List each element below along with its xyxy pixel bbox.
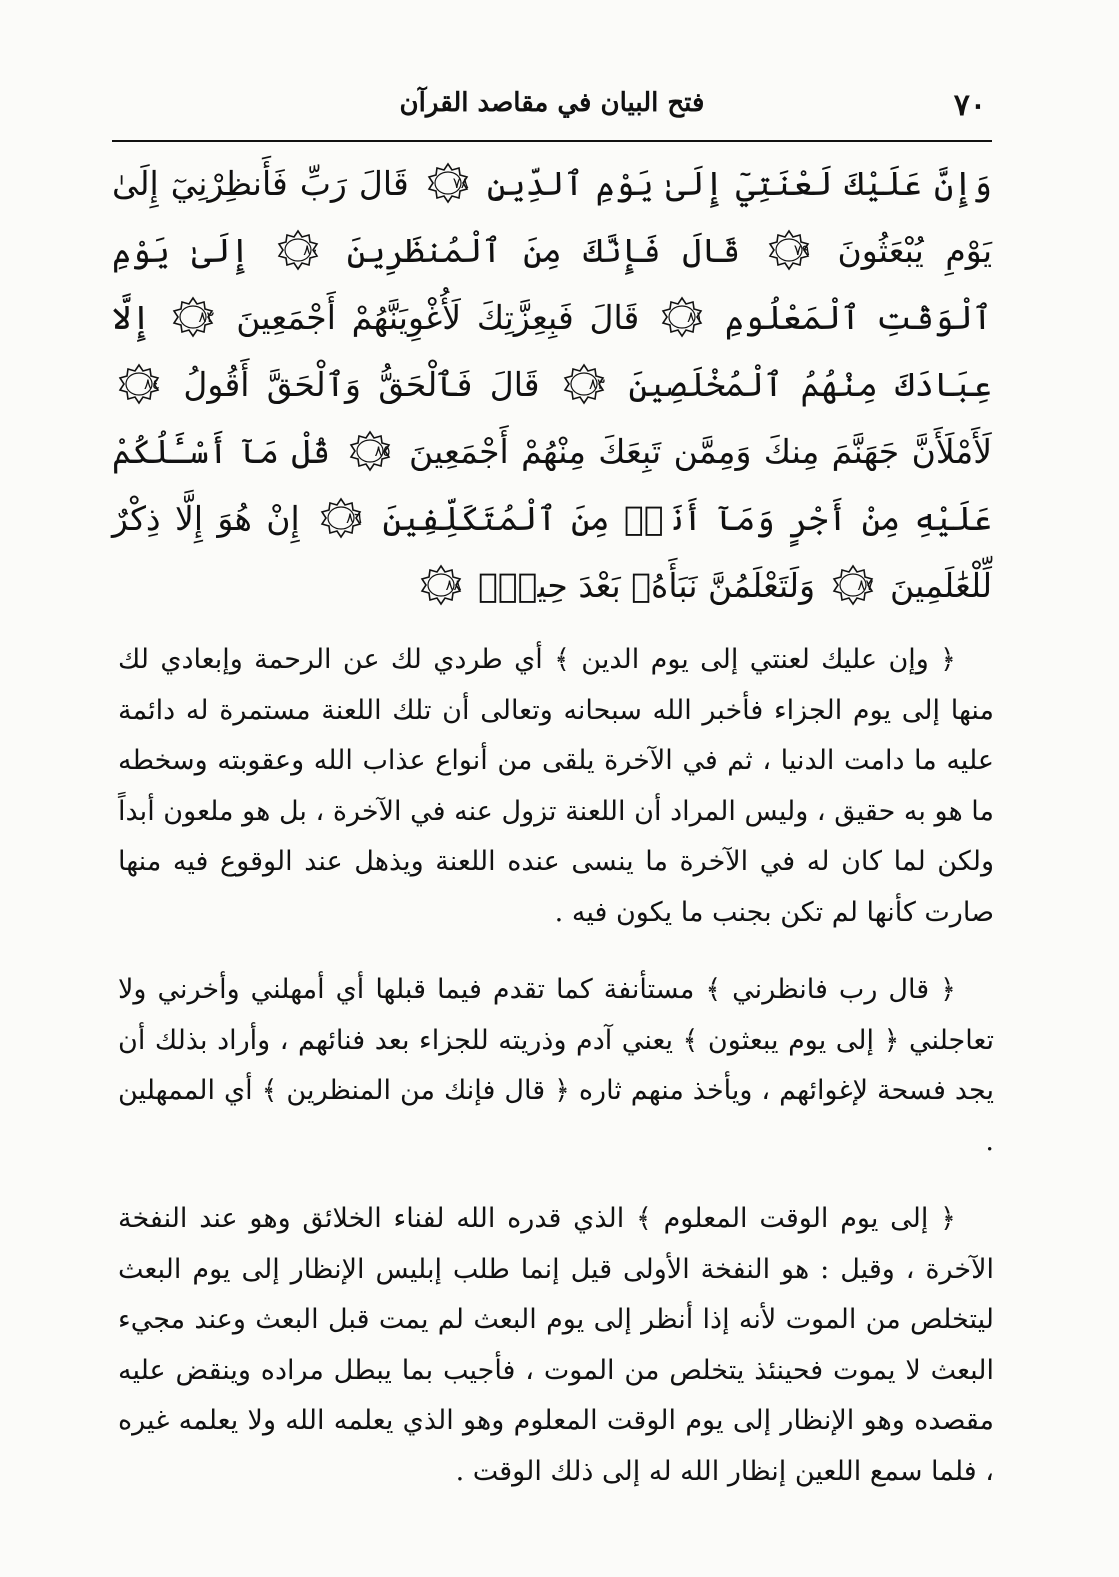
verse-number: ٧٩ [793,241,810,259]
verse-number-icon [563,363,605,405]
verse-number-icon [320,497,362,539]
verse-number-icon [661,296,703,338]
verse-text: لَأَمْلَأَنَّ جَهَنَّمَ مِنكَ وَمِمَّن تَبِعَكَ مِنْهُمْ أَجْمَعِينَ [409,432,993,471]
verse-number-icon [420,564,462,606]
page-header [112,84,992,142]
verse-number-icon [832,564,874,606]
verse-text: قَالَ فَبِعِزَّتِكَ لَأُغْوِيَنَّهُمْ أَجْمَعِينَ [236,298,640,337]
verse-text: وَإِنَّ عَلَيْكَ لَعْنَتِيٓ إِلَىٰ يَوْمِ ٱلدِّينِ [486,164,992,203]
verse-number: ٨٧ [857,576,874,594]
verse-number: ٨٢ [198,308,215,326]
verse-text: قُلْ مَآ أَسْـَٔلُكُمْ عَلَيْهِ مِنْ أَجْرٍ وَمَآ أَنَا۠ مِنَ ٱلْمُتَكَلِّفِينَ [112,432,992,538]
verse-number: ٧٨ [452,174,469,192]
verse-text: إِلَّا عِبَادَكَ مِنْهُمُ ٱلْمُخْلَصِينَ [112,298,992,404]
quran-verses-block [112,150,992,619]
verse-text: قَالَ فَٱلْحَقُّ وَٱلْحَقَّ أَقُولُ [183,365,540,404]
verse-text: إِلَىٰ يَوْمِ ٱلْوَقْتِ ٱلْمَعْلُومِ [112,231,992,337]
verse-number-icon [427,162,469,204]
verse-number: ٨٨ [445,576,462,594]
running-title: فتح البيان في مقاصد القرآن [399,88,705,118]
verse-number-icon [118,363,160,405]
commentary-block [118,635,994,1524]
commentary-paragraph: ﴿ قال رب فانظرني ﴾ مستأنفة كما تقدم فيما قبلها أي أمهلني وأخرني ولا تعاجلني ﴿ إلى يوم يبعثون ﴾ يعني آدم وذريته للجزاء بعد فنائهم ، وأراد بذلك أن يجد فسحة لإغوائهم ، ويأخذ منهم ثاره ﴿ قال فإنك من المنظرين ﴾ أي الممهلين . [118,974,994,1157]
verse-number-icon [349,430,391,472]
verse-number-icon [768,229,810,271]
commentary-paragraph: ﴿ إلى يوم الوقت المعلوم ﴾ الذي قدره الله لفناء الخلائق وهو عند النفخة الآخرة ، وقيل : هو النفخة الأولى قيل إنما طلب إبليس الإنظار إلى يوم البعث ليتخلص من الموت لأنه إذا أنظر إلى يوم البعث لم يمت قبل البعث وعند مجيء البعث لا يموت فحينئذ يتخلص من الموت ، فأجيب بما يبطل مراده وينقض عليه مقصده وهو الإنظار إلى يوم الوقت المعلوم وهو الذي يعلمه الله ولا يعلمه غيره ، فلما سمع اللعين إنظار الله له إلى ذلك الوقت . [118,1203,994,1487]
verse-number: ٨٤ [143,375,160,393]
page-number: ٧٠ [953,88,986,123]
verse-text: وَلَتَعْلَمُنَّ نَبَأَهُۥ بَعْدَ حِينٍۭ [478,566,816,605]
verse-number-icon [277,229,319,271]
verse-number: ٨١ [686,308,704,326]
verse-number: ٨٥ [374,442,391,460]
commentary-paragraph: ﴿ وإن عليك لعنتي إلى يوم الدين ﴾ أي طردي لك عن الرحمة وإبعادي لك منها إلى يوم الجزاء فأخبر الله سبحانه وتعالى أن تلك اللعنة مستمرة له دائمة عليه ما دامت الدنيا ، ثم في الآخرة يلقى من أنواع عذاب الله وعقوبته وسخطه ما هو به حقيق ، وليس المراد أن اللعنة تزول عنه في الآخرة ، بل هو ملعون أبداً ولكن لما كان له في الآخرة ما ينسى عنده اللعنة ويذهل عند الوقوع فيه منها صارت كأنها لم تكن بجنب ما يكون فيه . [118,644,994,928]
verse-text: قَالَ رَبِّ فَأَنظِرْنِيٓ إِلَىٰ يَوْمِ يُبْعَثُونَ [112,164,993,270]
verse-number: ٨٣ [588,375,606,393]
verse-number: ٨٠ [303,241,320,259]
verse-text: إِنْ هُوَ إِلَّا ذِكْرٌ لِّلْعَٰلَمِينَ [112,499,992,605]
verse-number-icon [172,296,214,338]
verse-text: قَالَ فَإِنَّكَ مِنَ ٱلْمُنظَرِينَ [346,231,741,270]
verse-number: ٨٦ [345,509,363,527]
